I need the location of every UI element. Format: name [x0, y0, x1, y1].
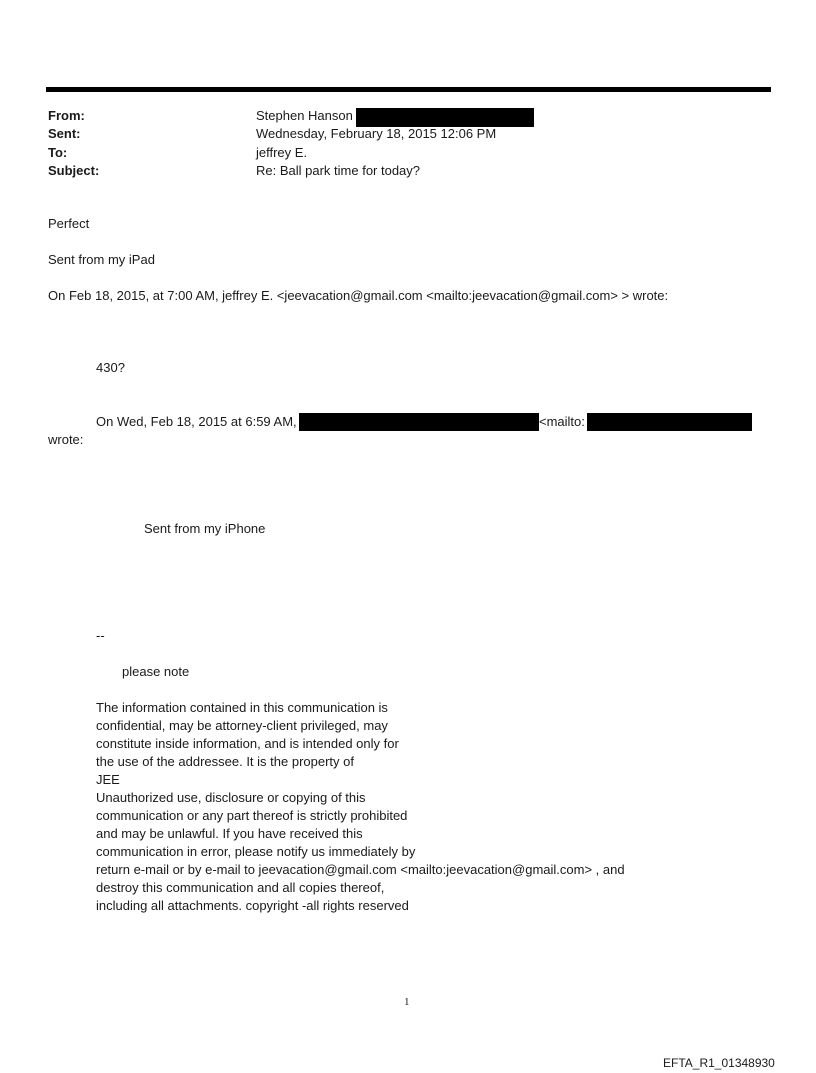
disclaimer-line: the use of the addressee. It is the property of [96, 754, 354, 769]
quoted-reply: 430? [96, 360, 125, 375]
from-label: From: [48, 108, 85, 123]
redaction-sender-email [587, 413, 752, 431]
sent-value: Wednesday, February 18, 2015 12:06 PM [256, 126, 497, 141]
disclaimer-line: Unauthorized use, disclosure or copying of this [96, 790, 366, 805]
disclaimer-line: confidential, may be attorney-client privileged, may [96, 718, 388, 733]
redaction-sender-name [299, 413, 539, 431]
header-divider [46, 87, 771, 92]
subject-label: Subject: [48, 163, 100, 178]
disclaimer-line: destroy this communication and all copies thereof, [96, 880, 385, 895]
subject-value: Re: Ball park time for today? [256, 163, 421, 178]
document-id: EFTA_R1_01348930 [663, 1056, 775, 1070]
nested-quote-intro: On Wed, Feb 18, 2015 at 6:59 AM, [96, 414, 297, 429]
disclaimer-line: communication or any part thereof is strictly prohibited [96, 808, 408, 823]
nested-mailto: <mailto: [539, 414, 585, 429]
please-note: please note [122, 664, 190, 679]
redaction-from-email [356, 108, 534, 127]
iphone-signature: Sent from my iPhone [144, 521, 266, 536]
reply-text: Perfect [48, 216, 90, 231]
from-value: Stephen Hanson [256, 108, 353, 123]
sent-label: Sent: [48, 126, 81, 141]
to-label: To: [48, 145, 68, 160]
disclaimer-line: JEE [96, 772, 120, 787]
ipad-signature: Sent from my iPad [48, 252, 155, 267]
signature-dashes: -- [96, 628, 105, 643]
disclaimer [96, 699, 625, 915]
page-number: 1 [404, 996, 410, 1008]
disclaimer-line: including all attachments. copyright -all rights reserved [96, 898, 409, 913]
disclaimer-line: The information contained in this communication is [96, 700, 388, 715]
disclaimer-line: communication in error, please notify us immediately by [96, 844, 416, 859]
to-value: jeffrey E. [256, 145, 308, 160]
disclaimer-line: return e-mail or by e-mail to jeevacation@gmail.com <mailto:jeevacation@gmail.com> , and [96, 862, 625, 877]
disclaimer-line: constitute inside information, and is intended only for [96, 736, 399, 751]
disclaimer-line: and may be unlawful. If you have received this [96, 826, 363, 841]
quote-intro: On Feb 18, 2015, at 7:00 AM, jeffrey E. <jeevacation@gmail.com <mailto:jeevacation@gmail.com> > wrote: [48, 288, 669, 303]
nested-wrote: wrote: [48, 432, 84, 447]
